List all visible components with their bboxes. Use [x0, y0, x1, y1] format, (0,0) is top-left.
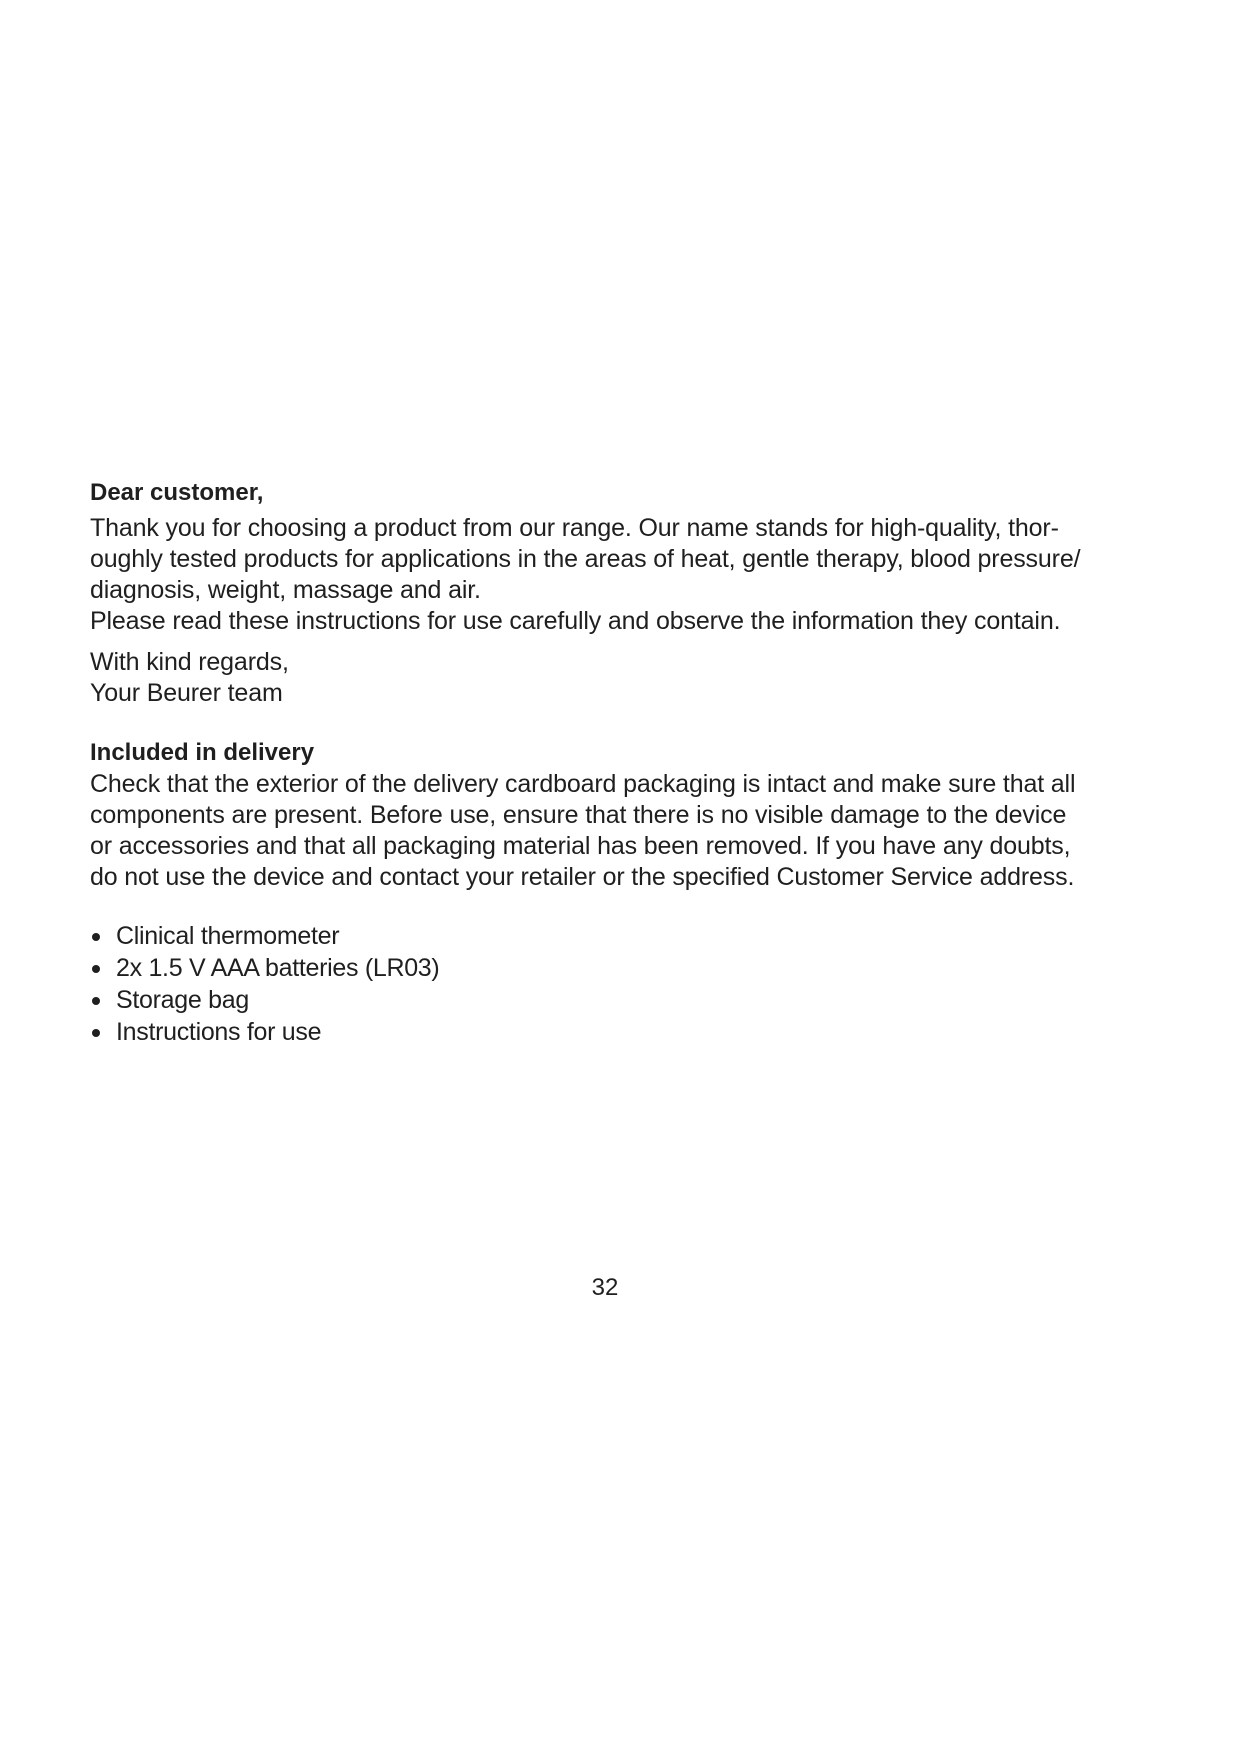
instruction-line: Please read these instructions for use carefully and observe the information they contain. — [90, 607, 1061, 635]
closing-line: Your Beurer team — [90, 679, 283, 707]
bullet-icon — [92, 1029, 100, 1037]
list-item-label: Clinical thermometer — [116, 922, 340, 950]
list-item — [90, 920, 1140, 952]
page-number: 32 — [591, 1274, 619, 1301]
greeting-heading: Dear customer, — [90, 479, 264, 506]
intro-line: Thank you for choosing a product from our range. Our name stands for high-quality, thor- — [90, 514, 1059, 542]
bullet-icon — [92, 933, 100, 941]
intro-paragraph — [90, 513, 1140, 637]
delivery-line: do not use the device and contact your retailer or the specified Customer Service address. — [90, 863, 1075, 891]
list-item-label: Instructions for use — [116, 1018, 322, 1046]
closing-paragraph — [90, 647, 1140, 709]
list-item-label: Storage bag — [116, 986, 249, 1014]
delivery-items-list — [90, 920, 1140, 1048]
list-item — [90, 1016, 1140, 1048]
delivery-line: or accessories and that all packaging material has been removed. If you have any doubts, — [90, 832, 1071, 860]
closing-line: With kind regards, — [90, 648, 289, 676]
list-item — [90, 984, 1140, 1016]
delivery-line: components are present. Before use, ensure that there is no visible damage to the device — [90, 801, 1067, 829]
delivery-heading: Included in delivery — [90, 739, 315, 766]
intro-line: diagnosis, weight, massage and air. — [90, 576, 481, 604]
bullet-icon — [92, 997, 100, 1005]
list-item-label: 2x 1.5 V AAA batteries (LR03) — [116, 954, 440, 982]
page-content — [90, 476, 1140, 1048]
bullet-icon — [92, 965, 100, 973]
list-item — [90, 952, 1140, 984]
intro-line: oughly tested products for applications in the areas of heat, gentle therapy, blood pressure/ — [90, 545, 1081, 573]
delivery-paragraph — [90, 769, 1140, 893]
delivery-line: Check that the exterior of the delivery cardboard packaging is intact and make sure that all — [90, 770, 1076, 798]
